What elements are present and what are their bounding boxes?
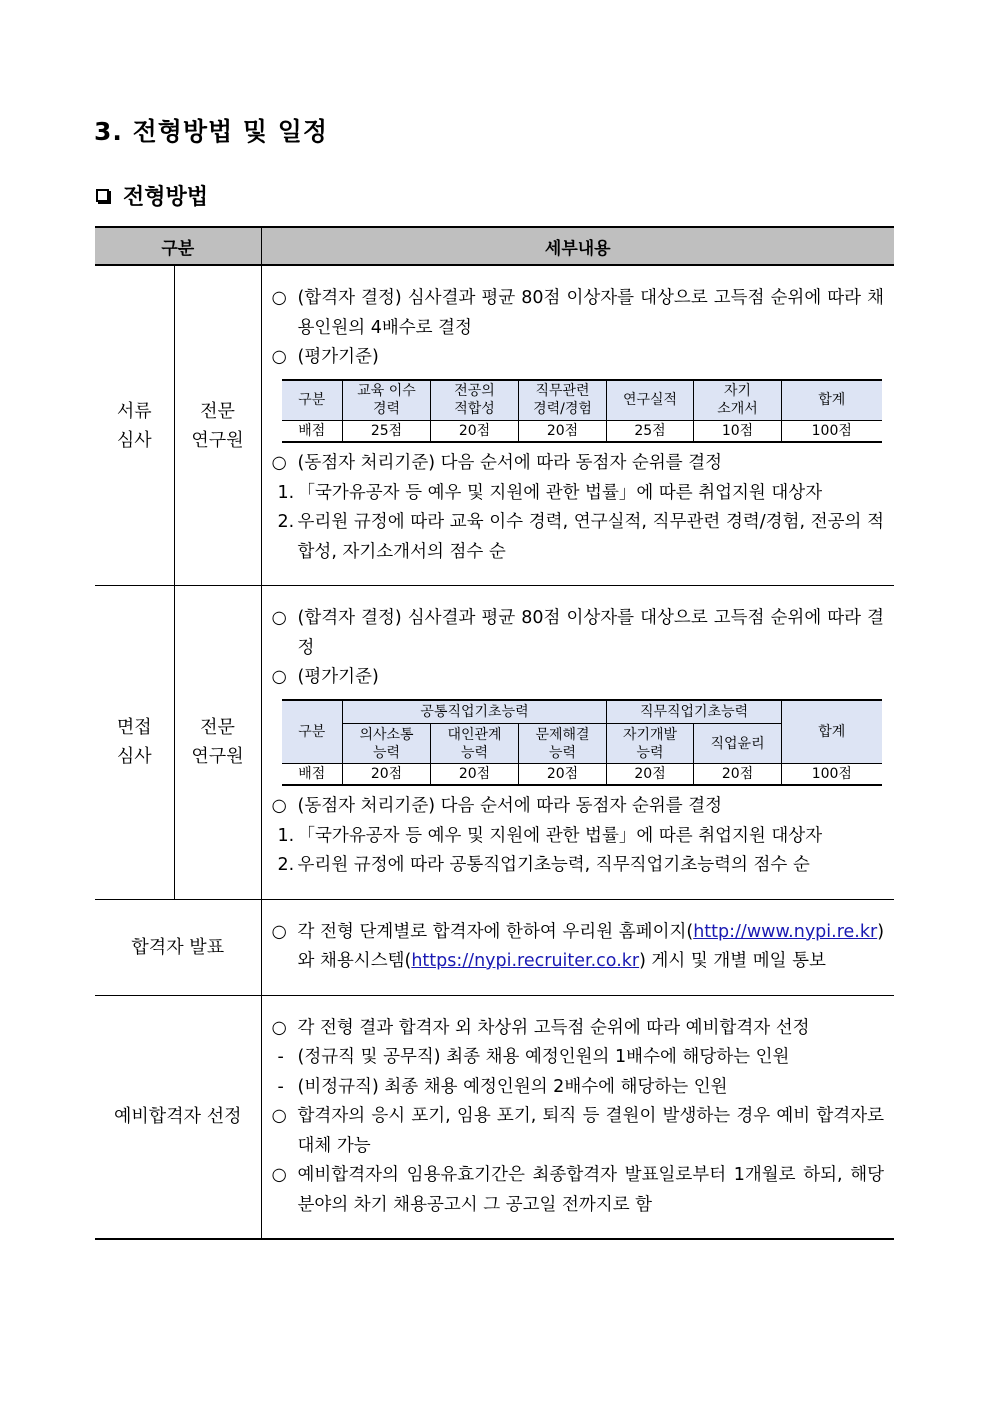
category-document-screening: 서류 심사 — [95, 265, 174, 586]
circle-bullet-icon: ○ — [271, 453, 287, 473]
recruit-system-link[interactable]: https://nypi.recruiter.co.kr — [411, 951, 640, 971]
int-score-cell: 20점 — [694, 764, 782, 786]
int-score-header: 대인관계 능력 — [431, 724, 519, 764]
int-criteria-label: (평가기준) — [297, 667, 379, 687]
reserve-row — [95, 995, 894, 1239]
int-decision-text: (합격자 결정) 심사결과 평균 80점 이상자를 대상으로 고득점 순위에 따라 결정 — [297, 608, 885, 658]
doc-score-cell: 20점 — [431, 421, 519, 443]
list-item — [272, 1014, 885, 1044]
int-score-cell: 20점 — [431, 764, 519, 786]
header-category: 구분 — [95, 227, 261, 265]
list-item — [272, 822, 885, 852]
interview-score-table — [282, 699, 882, 787]
int-score-group-row — [282, 700, 882, 724]
circle-bullet-icon: ○ — [271, 608, 287, 628]
reserve-detail-1: (정규직 및 공무직) 최종 채용 예정인원의 1배수에 해당하는 인원 — [297, 1047, 790, 1067]
selection-method-table — [95, 226, 894, 1240]
interview-details — [261, 586, 894, 900]
doc-criteria-label: (평가기준) — [297, 347, 379, 367]
circle-bullet-icon: ○ — [271, 1165, 287, 1185]
number-marker: 2. — [277, 512, 295, 532]
list-item — [272, 1043, 885, 1073]
announcement-text — [298, 918, 885, 977]
category-announcement: 합격자 발표 — [95, 899, 261, 995]
int-score-header: 문제해결 능력 — [519, 724, 607, 764]
doc-score-header: 연구실적 — [607, 380, 694, 421]
list-item — [272, 851, 885, 881]
int-tiebreak-item-2: 우리원 규정에 따라 공통직업기초능력, 직무직업기초능력의 점수 순 — [297, 855, 810, 875]
circle-bullet-icon: ○ — [271, 1017, 287, 1038]
list-item — [272, 508, 885, 567]
doc-tiebreak-item-2: 우리원 규정에 따라 교육 이수 경력, 연구실적, 직무관련 경력/경험, 전공의 적합성, 자기소개서의 점수 순 — [297, 512, 885, 562]
int-score-total-header: 합계 — [782, 700, 882, 764]
interview-row — [95, 586, 894, 900]
section-title — [96, 180, 208, 211]
circle-bullet-icon: ○ — [271, 347, 287, 367]
list-item — [272, 479, 885, 509]
reserve-details — [261, 995, 894, 1239]
reserve-detail-2: (비정규직) 최종 채용 예정인원의 2배수에 해당하는 인원 — [297, 1076, 728, 1097]
int-score-group-job: 직무직업기초능력 — [607, 700, 782, 724]
int-score-row — [282, 764, 882, 786]
int-score-cell: 20점 — [519, 764, 607, 786]
doc-score-cell: 배점 — [282, 421, 343, 443]
announcement-text-part: ) 게시 및 개별 메일 통보 — [639, 951, 826, 971]
reserve-text-1: 각 전형 결과 합격자 외 차상위 고득점 순위에 따라 예비합격자 선정 — [297, 1017, 810, 1038]
doc-score-header: 자기 소개서 — [694, 380, 782, 421]
list-item — [272, 284, 885, 343]
announcement-details — [261, 899, 894, 995]
doc-score-cell: 100점 — [782, 421, 882, 443]
dash-marker: - — [277, 1076, 284, 1097]
doc-score-table — [282, 379, 882, 444]
circle-bullet-icon: ○ — [271, 667, 287, 687]
doc-score-header: 구분 — [282, 380, 343, 421]
doc-score-cell: 25점 — [607, 421, 694, 443]
int-score-header: 의사소통 능력 — [343, 724, 431, 764]
int-score-header: 자기개발 능력 — [607, 724, 694, 764]
doc-score-header: 교육 이수 경력 — [343, 380, 431, 421]
list-item — [272, 343, 885, 373]
int-tiebreak-item-1: 「국가유공자 등 예우 및 지원에 관한 법률」에 따른 취업지원 대상자 — [297, 825, 823, 846]
homepage-link[interactable]: http://www.nypi.re.kr — [693, 921, 878, 942]
reserve-text-3: 예비합격자의 임용유효기간은 최종합격자 발표일로부터 1개월로 하되, 해당분야의 차기 채용공고시 그 공고일 전까지로 함 — [297, 1165, 885, 1215]
announcement-text-part: 각 전형 단계별로 합격자에 한하여 우리원 홈페이지( — [297, 921, 694, 942]
list-item — [272, 1102, 885, 1161]
doc-tiebreak-text: (동점자 처리기준) 다음 순서에 따라 동점자 순위를 결정 — [297, 453, 723, 473]
circle-bullet-icon: ○ — [271, 288, 287, 308]
number-marker: 2. — [277, 855, 295, 875]
doc-score-header: 직무관련 경력/경험 — [519, 380, 607, 421]
category-interview: 면접 심사 — [95, 586, 174, 900]
announcement-text-part: ) 와 채용시스템( — [297, 921, 885, 971]
int-score-cell: 100점 — [782, 764, 882, 786]
int-score-group-common: 공통직업기초능력 — [343, 700, 607, 724]
list-item — [272, 1073, 885, 1103]
int-score-label: 구분 — [282, 700, 343, 764]
section-title-text: 전형방법 — [123, 185, 209, 210]
circle-bullet-icon: ○ — [271, 1106, 287, 1126]
number-marker: 1. — [277, 825, 295, 846]
doc-score-cell: 25점 — [343, 421, 431, 443]
header-details: 세부내용 — [261, 227, 894, 265]
document-details — [261, 265, 894, 586]
list-item — [272, 1161, 885, 1220]
doc-score-header: 합계 — [782, 380, 882, 421]
category-reserve: 예비합격자 선정 — [95, 995, 261, 1239]
list-item — [272, 918, 885, 977]
square-bullet-icon — [96, 189, 109, 202]
list-item — [272, 449, 885, 479]
reserve-text-2: 합격자의 응시 포기, 임용 포기, 퇴직 등 결원이 발생하는 경우 예비 합격자로 대체 가능 — [297, 1106, 885, 1156]
list-item — [272, 604, 885, 663]
circle-bullet-icon: ○ — [271, 796, 287, 816]
circle-bullet-icon: ○ — [271, 921, 287, 942]
document-screening-row — [95, 265, 894, 586]
doc-tiebreak-item-1: 「국가유공자 등 예우 및 지원에 관한 법률」에 따른 취업지원 대상자 — [297, 482, 823, 503]
int-score-cell: 20점 — [343, 764, 431, 786]
int-tiebreak-text: (동점자 처리기준) 다음 순서에 따라 동점자 순위를 결정 — [297, 796, 723, 816]
list-item — [272, 792, 885, 822]
number-marker: 1. — [277, 482, 295, 503]
doc-score-header: 전공의 적합성 — [431, 380, 519, 421]
doc-decision-text: (합격자 결정) 심사결과 평균 80점 이상자를 대상으로 고득점 순위에 따라 채용인원의 4배수로 결정 — [297, 288, 885, 338]
int-score-header: 직업윤리 — [694, 724, 782, 764]
list-item — [272, 663, 885, 693]
table-header-row — [95, 227, 894, 265]
category-researcher: 전문 연구원 — [174, 265, 261, 586]
page-title: 3. 전형방법 및 일정 — [94, 117, 329, 146]
category-researcher: 전문 연구원 — [174, 586, 261, 900]
doc-score-row — [282, 421, 882, 443]
dash-marker: - — [277, 1047, 284, 1067]
announcement-row — [95, 899, 894, 995]
doc-score-cell: 20점 — [519, 421, 607, 443]
int-score-cell: 20점 — [607, 764, 694, 786]
doc-score-header-row — [282, 380, 882, 421]
int-score-cell: 배점 — [282, 764, 343, 786]
doc-score-cell: 10점 — [694, 421, 782, 443]
